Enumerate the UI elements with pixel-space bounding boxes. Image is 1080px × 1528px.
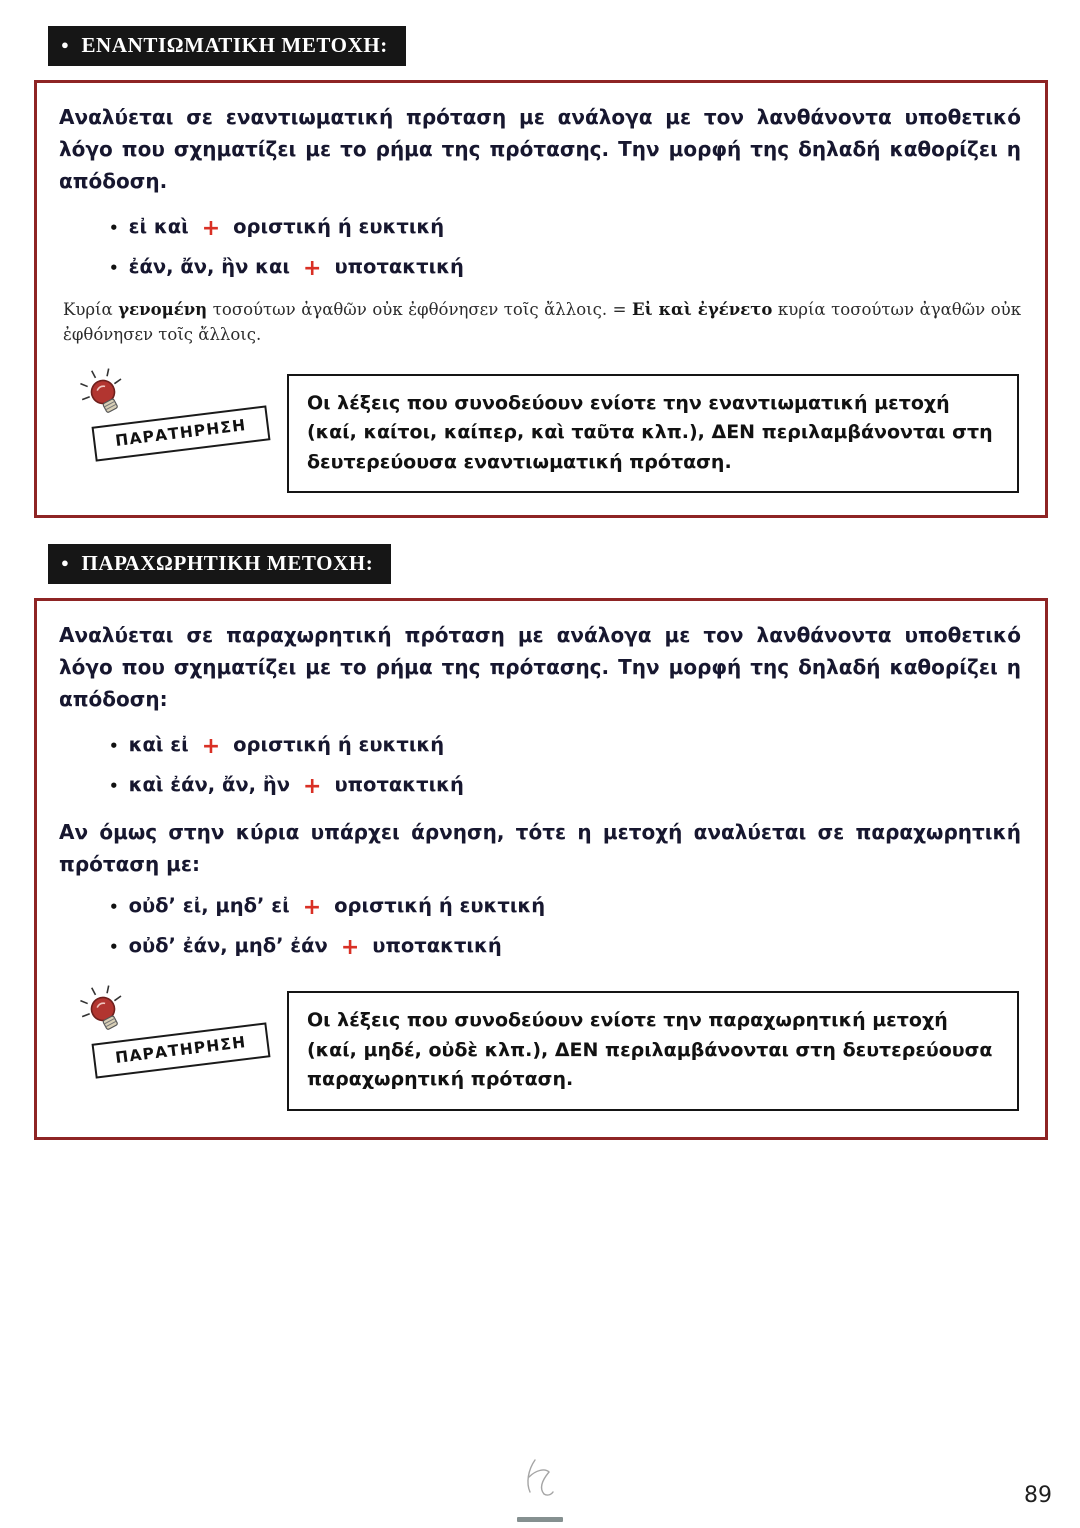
example-sentence	[63, 298, 1021, 348]
section-intro: Αναλύεται σε παραχωρητική πρόταση με ανάλογα με τον λανθάνοντα υποθετικό λόγο που σχηματίζει με το ρήμα της πρότασης. Την μορφή της δηλαδή καθορίζει η απόδοση:	[59, 623, 1021, 711]
lightbulb-icon	[73, 364, 139, 428]
section-title-enantiomatiki	[48, 26, 406, 66]
observation-note: Οι λέξεις που συνοδεύουν ενίοτε την παραχωρητική μετοχή (καί, μηδέ, οὐδὲ κλπ.), ΔΕΝ περιλαμβάνονται στη δευτερεύουσα παραχωρητική πρόταση.	[287, 991, 1019, 1110]
rule-bullet	[109, 247, 1021, 287]
section-title-text: ΕΝΑΝΤΙΩΜΑΤΙΚΗ ΜΕΤΟΧΗ:	[81, 33, 388, 57]
rule-tail: οριστική ή ευκτική	[334, 894, 546, 918]
rule-lead: εἰ καὶ	[128, 215, 189, 238]
section-title-text: ΠΑΡΑΧΩΡΗΤΙΚΗ ΜΕΤΟΧΗ:	[81, 551, 374, 575]
content-box-paraxoritiki	[34, 598, 1048, 1140]
example-plain: τοσούτων ἀγαθῶν οὐκ ἐφθόνησεν τοῖς ἄλλοις. =	[207, 300, 633, 320]
rule-tail: υποτακτική	[372, 933, 502, 957]
list-bullet-icon: •	[109, 737, 119, 755]
plus-sign: +	[302, 895, 322, 921]
rule-lead: οὐδ’ ἐάν, μηδ’ ἐάν	[128, 933, 328, 957]
rule-tail: οριστική ή ευκτική	[233, 215, 445, 238]
rule-bullet	[109, 207, 1021, 247]
section-bullet-icon: ●	[61, 37, 70, 52]
lightbulb-icon	[73, 981, 139, 1045]
example-bold: Εἰ καὶ ἐγένετο	[632, 300, 773, 320]
list-bullet-icon: •	[109, 258, 119, 277]
observation-stamp-wrap	[59, 374, 287, 486]
plus-sign: +	[303, 773, 322, 799]
rule-tail: οριστική ή ευκτική	[233, 733, 445, 756]
rule-lead: καὶ εἰ	[128, 733, 189, 756]
observation-note: Οι λέξεις που συνοδεύουν ενίοτε την εναντιωματική μετοχή (καί, καίτοι, καίπερ, καὶ ταῦτα κλπ.), ΔΕΝ περιλαμβάνονται στη δευτερεύουσα εναντιωματική πρόταση.	[287, 374, 1019, 493]
rule-lead: οὐδ’ εἰ, μηδ’ εἰ	[128, 894, 290, 918]
observation-stamp-wrap	[59, 991, 287, 1103]
rule-tail: υποτακτική	[334, 772, 464, 796]
observation-row	[59, 374, 1021, 493]
list-bullet-icon: •	[109, 776, 119, 795]
rule-tail: υποτακτική	[334, 254, 464, 278]
example-plain: Κυρία	[63, 300, 119, 320]
rule-list	[109, 725, 1021, 804]
plus-sign: +	[303, 255, 322, 281]
rule-bullet	[109, 765, 1021, 805]
observation-row	[59, 991, 1021, 1110]
rule-bullet	[109, 725, 1021, 765]
example-plain: κυρία τοσούτων ἀγαθῶν οὐκ ἐφθόνησεν τοῖς ἄλλοις.	[63, 300, 1022, 344]
list-bullet-icon: •	[109, 937, 119, 956]
plus-sign: +	[340, 934, 360, 960]
rule-lead: ἐάν, ἄν, ἢν και	[128, 254, 291, 278]
watermark-text	[517, 1517, 563, 1522]
rule-lead: καὶ ἐάν, ἄν, ἢν	[128, 772, 291, 796]
content-box-enantiomatiki	[34, 80, 1048, 518]
observation-label: ΠΑΡΑΤΗΡΗΣΗ	[92, 1023, 271, 1079]
page-number: 89	[1024, 1483, 1052, 1508]
negation-intro: Αν όμως στην κύρια υπάρχει άρνηση, τότε η μετοχή αναλύεται σε παραχωρητική πρόταση με:	[59, 820, 1021, 877]
observation-label: ΠΑΡΑΤΗΡΗΣΗ	[92, 405, 271, 461]
rule-bullet	[109, 886, 1021, 926]
list-bullet-icon: •	[109, 898, 119, 917]
list-bullet-icon: •	[109, 219, 119, 237]
example-bold: γενομένη	[118, 300, 208, 320]
plus-sign: +	[201, 216, 221, 241]
section-intro: Αναλύεται σε εναντιωματική πρόταση με ανάλογα με τον λανθάνοντα υποθετικό λόγο που σχηματίζει με το ρήμα της πρότασης. Την μορφή της δηλαδή καθορίζει η απόδοση.	[59, 105, 1021, 193]
rule-bullet	[109, 926, 1021, 966]
rule-list-negation	[109, 886, 1021, 965]
rule-list	[109, 207, 1021, 286]
section-bullet-icon: ●	[61, 555, 70, 570]
signature-mark	[513, 1456, 567, 1502]
plus-sign: +	[201, 734, 221, 759]
section-title-paraxoritiki	[48, 544, 391, 584]
